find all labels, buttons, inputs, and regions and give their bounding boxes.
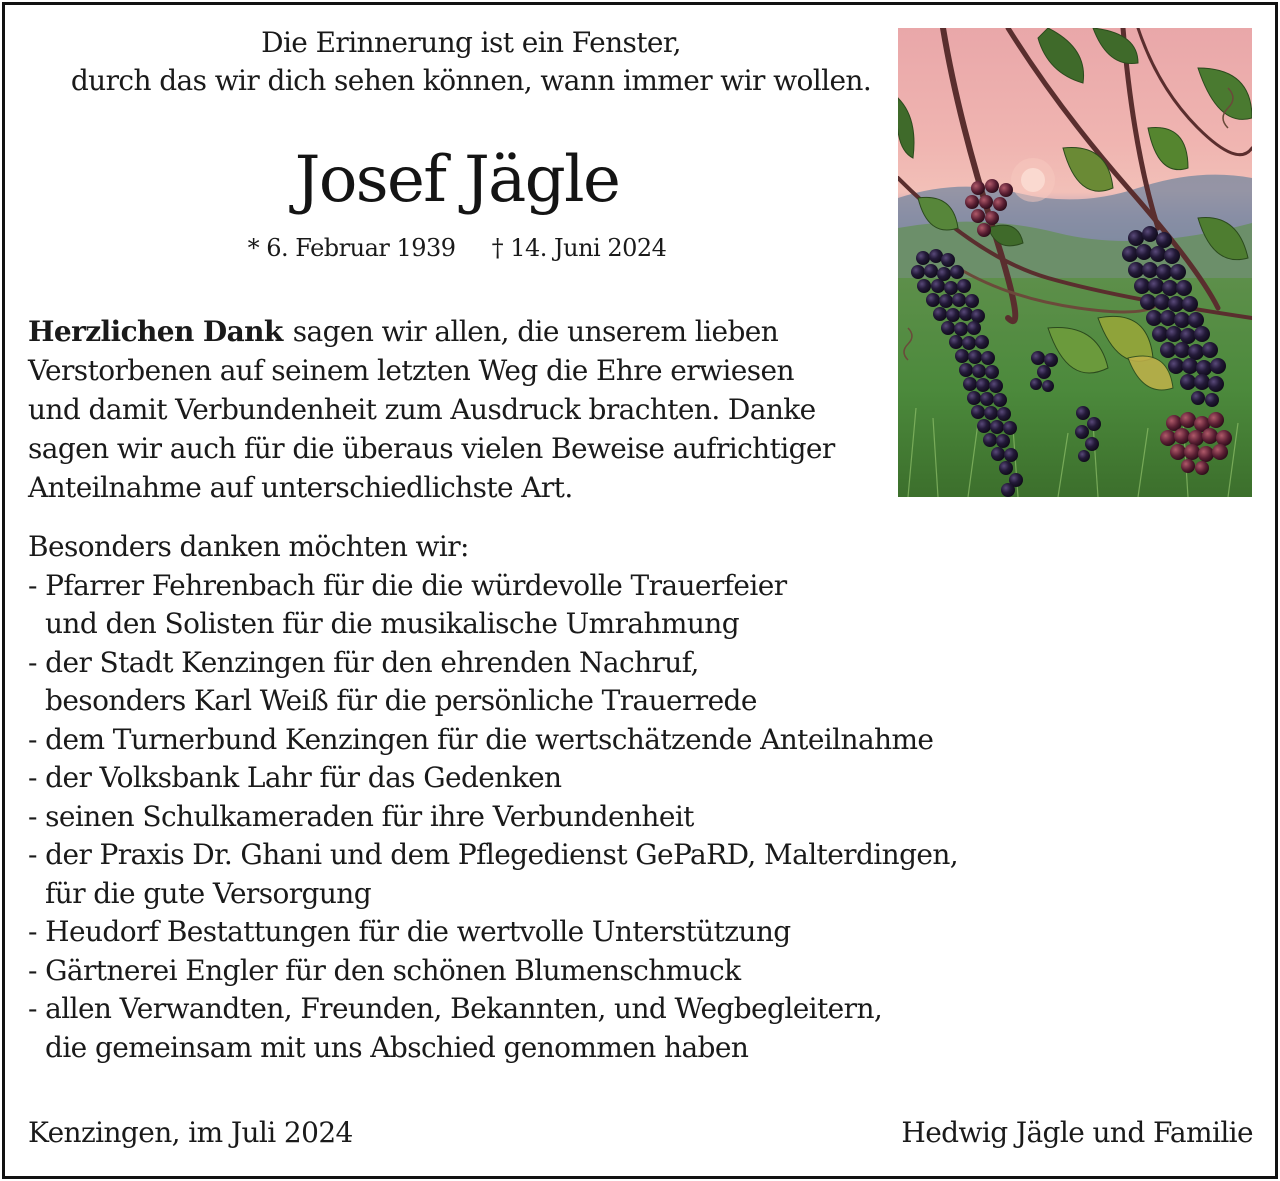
thanks-paragraph (28, 312, 888, 507)
thanks-line: sagen wir auch für die überaus vielen Beweise aufrichtiger (28, 432, 835, 465)
quote-line-2: durch das wir dich sehen können, wann immer wir wollen. (70, 64, 872, 97)
list-item: - seinen Schulkameraden für ihre Verbundenheit (28, 799, 694, 833)
thanks-line: sagen wir allen, die unserem lieben (292, 315, 779, 348)
quote-line-1: Die Erinnerung ist ein Fenster, (261, 26, 681, 59)
list-item-continuation: die gemeinsam mit uns Abschied genommen haben (45, 1030, 749, 1064)
place-and-date: Kenzingen, im Juli 2024 (28, 1116, 353, 1149)
grape-vine-illustration (898, 28, 1252, 497)
list-item: - dem Turnerbund Kenzingen für die wertschätzende Anteilnahme (28, 722, 934, 756)
deceased-name: Josef Jägle (294, 143, 620, 217)
list-item-continuation: für die gute Versorgung (45, 876, 372, 910)
birth-date: * 6. Februar 1939 (247, 234, 456, 262)
life-dates (24, 230, 890, 266)
signature: Hedwig Jägle und Familie (901, 1116, 1253, 1149)
thanks-line: Verstorbenen auf seinem letzten Weg die Ehre erwiesen (28, 354, 794, 387)
list-item-continuation: besonders Karl Weiß für die persönliche Trauerrede (45, 684, 757, 717)
special-thanks-intro: Besonders danken möchten wir: (28, 530, 469, 563)
list-item: - Pfarrer Fehrenbach für die die würdevolle Trauerfeier (28, 568, 787, 602)
list-item: - allen Verwandten, Freunden, Bekannten, und Wegbegleitern, (28, 992, 883, 1025)
list-item: - Heudorf Bestattungen für die wertvolle Unterstützung (28, 915, 791, 948)
list-item: - der Praxis Dr. Ghani und dem Pflegedienst GePaRD, Malterdingen, (28, 838, 959, 871)
death-date: † 14. Juni 2024 (491, 234, 667, 262)
list-item-continuation: und den Solisten für die musikalische Umrahmung (45, 607, 740, 640)
memorial-quote (24, 24, 918, 100)
thanks-lead: Herzlichen Dank (28, 315, 283, 348)
thanks-line: Anteilnahme auf unterschiedlichste Art. (28, 471, 573, 504)
list-item: - der Volksbank Lahr für das Gedenken (28, 761, 562, 794)
grape-vine-photo (898, 28, 1252, 497)
list-item: - Gärtnerei Engler für den schönen Blumenschmuck (28, 953, 741, 987)
thanks-line: und damit Verbundenheit zum Ausdruck brachten. Danke (28, 393, 816, 426)
special-thanks-list (28, 528, 1028, 1067)
list-item: - der Stadt Kenzingen für den ehrenden Nachruf, (28, 645, 699, 679)
